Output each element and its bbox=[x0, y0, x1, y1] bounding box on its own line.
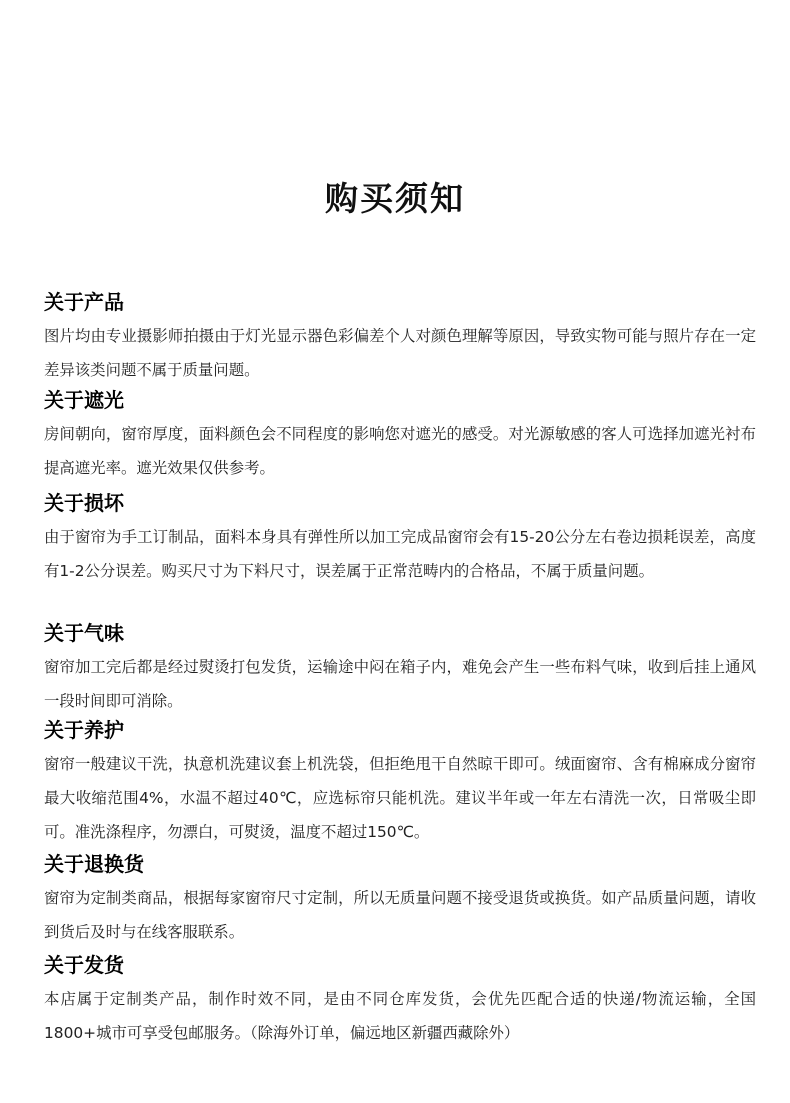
section-body: 本店属于定制类产品，制作时效不同，是由不同仓库发货，会优先匹配合适的快递/物流运输，全国1800+城市可享受包邮服务。（除海外订单，偏远地区新疆西藏除外） bbox=[44, 990, 756, 1042]
section-odor bbox=[44, 619, 756, 718]
section-damage bbox=[44, 489, 756, 588]
section-body: 窗帘为定制类商品，根据每家窗帘尺寸定制，所以无质量问题不接受退货或换货。如产品质量问题，请收到货后及时与在线客服联系。 bbox=[44, 889, 756, 941]
section-shipping bbox=[44, 951, 756, 1050]
section-heading: 关于发货 bbox=[44, 953, 124, 977]
section-body: 窗帘一般建议干洗，执意机洗建议套上机洗袋，但拒绝甩干自然晾干即可。绒面窗帘、含有棉麻成分窗帘最大收缩范围4%，水温不超过40℃，应选标帘只能机洗。建议半年或一年左右清洗一次，日常吸尘即可。准洗涤程序，勿漂白，可熨烫，温度不超过150℃。 bbox=[44, 755, 756, 841]
section-heading: 关于损坏 bbox=[44, 491, 124, 515]
section-body: 窗帘加工完后都是经过熨烫打包发货，运输途中闷在箱子内，难免会产生一些布料气味，收到后挂上通风一段时间即可消除。 bbox=[44, 658, 756, 710]
section-shading bbox=[44, 386, 756, 485]
section-product bbox=[44, 288, 756, 387]
section-body: 图片均由专业摄影师拍摄由于灯光显示器色彩偏差个人对颜色理解等原因，导致实物可能与照片存在一定差异该类问题不属于质量问题。 bbox=[44, 327, 756, 379]
section-heading: 关于产品 bbox=[44, 290, 124, 314]
section-body: 由于窗帘为手工订制品，面料本身具有弹性所以加工完成品窗帘会有15-20公分左右卷边损耗误差，高度有1-2公分误差。购买尺寸为下料尺寸，误差属于正常范畴内的合格品，不属于质量问题。 bbox=[44, 528, 756, 580]
section-body: 房间朝向，窗帘厚度，面料颜色会不同程度的影响您对遮光的感受。对光源敏感的客人可选择加遮光衬布提高遮光率。遮光效果仅供参考。 bbox=[44, 425, 756, 477]
section-heading: 关于遮光 bbox=[44, 388, 124, 412]
section-heading: 关于气味 bbox=[44, 621, 124, 645]
page-title: 购买须知 bbox=[325, 179, 465, 218]
section-heading: 关于退换货 bbox=[44, 852, 144, 876]
section-care bbox=[44, 716, 756, 849]
section-heading: 关于养护 bbox=[44, 718, 124, 742]
section-returns bbox=[44, 850, 756, 949]
